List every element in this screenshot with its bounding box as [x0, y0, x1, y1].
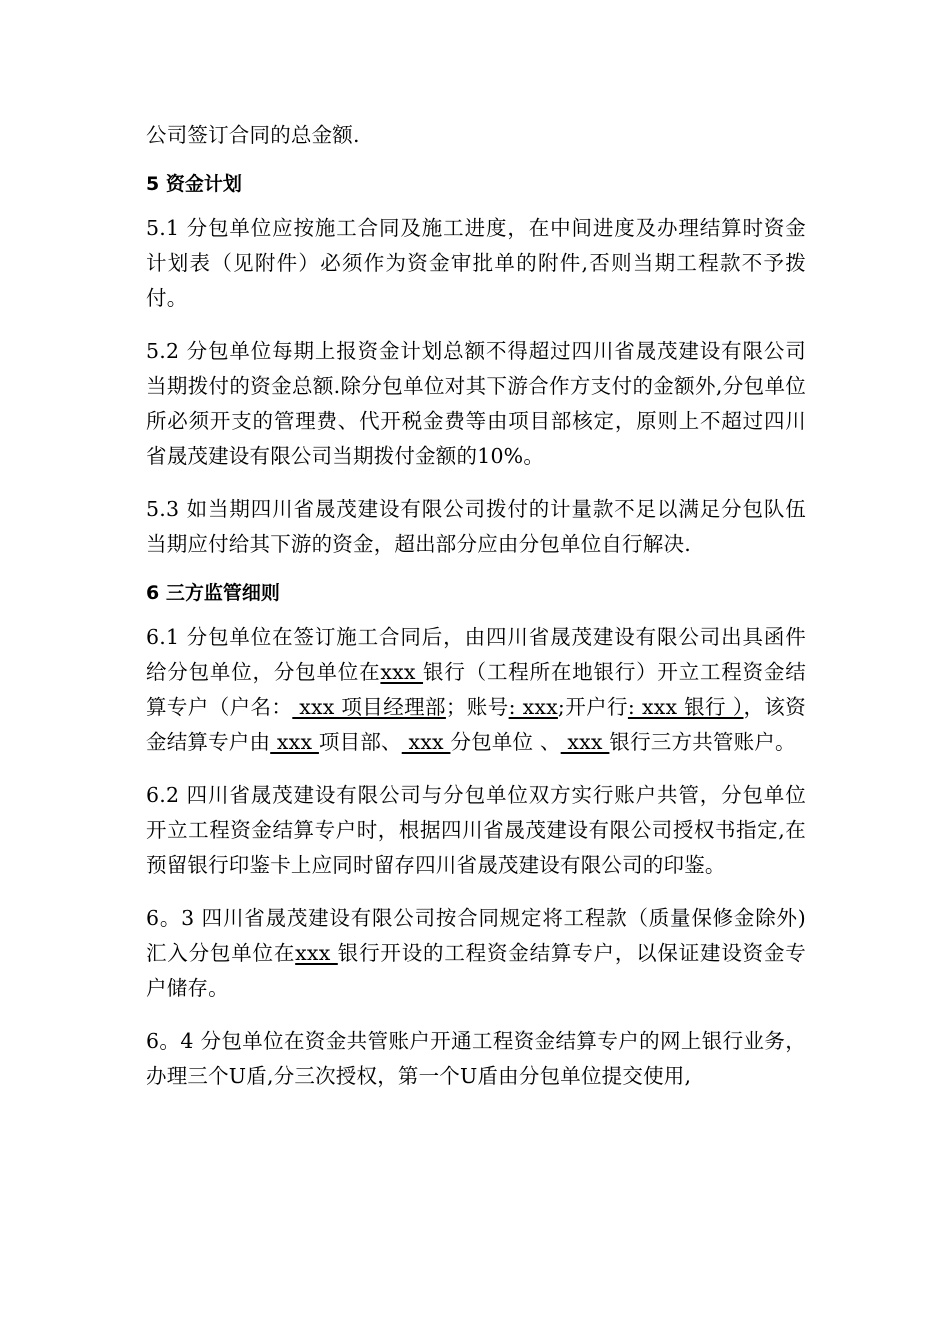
section-heading-6: 6 三方监管细则 — [146, 582, 280, 604]
text-run: 项目部、 — [318, 730, 402, 754]
paragraph-6-2: 6.2 四川省晟茂建设有限公司与分包单位双方实行账户共管，分包单位开立工程资金结算专户时，根据四川省晟茂建设有限公司授权书指定,在预留银行印鉴卡上应同时留存四川省晟茂建设有限公司的印鉴。 — [146, 783, 806, 877]
text-run: 分包单位 、 — [450, 730, 561, 754]
text-run: ，该资金结算专户由 — [146, 695, 806, 754]
underlined-project-dept: xxx — [270, 730, 319, 754]
paragraph-5-2: 5.2 分包单位每期上报资金计划总额不得超过四川省晟茂建设有限公司当期拨付的资金总额.除分包单位对其下游合作方支付的金额外,分包单位所必须开支的管理费、代开税金费等由项目部核定，原则上不超过四川省晟茂建设有限公司当期拨付金额的10%。 — [146, 339, 806, 468]
underlined-subcontractor: xxx — [401, 730, 451, 754]
document-body — [146, 118, 806, 1094]
text-run: ;开户行 — [557, 695, 628, 719]
underlined-bank: xxx — [560, 730, 610, 754]
underlined-bank-placeholder: xxx — [380, 660, 424, 684]
paragraph-6-1 — [146, 620, 806, 760]
paragraph-intro: 公司签订合同的总金额. — [146, 123, 360, 147]
paragraph-6-3 — [146, 901, 806, 1006]
section-heading-5: 5 资金计划 — [146, 173, 242, 195]
underlined-account-number: : xxx — [508, 695, 558, 719]
text-run: 6。3 四川省晟茂建设有限公司按合同规定将工程款（质量保修金除外)汇入分包单位在 — [146, 906, 806, 965]
text-run: 银行（工程所在地银行）开立工程资金结算专户（户名： — [146, 660, 806, 719]
underlined-opening-bank: : xxx 银行 ） — [627, 695, 744, 719]
text-run: 银行开设的工程资金结算专户，以保证建设资金专户储存。 — [146, 941, 806, 1000]
text-run: 银行三方共管账户。 — [609, 730, 796, 754]
underlined-account-name: xxx 项目经理部 — [292, 695, 446, 719]
text-run: ；账号 — [445, 695, 509, 719]
paragraph-5-1: 5.1 分包单位应按施工合同及施工进度，在中间进度及办理结算时资金计划表（见附件）必须作为资金审批单的附件,否则当期工程款不予拨付。 — [146, 216, 806, 310]
paragraph-6-4: 6。4 分包单位在资金共管账户开通工程资金结算专户的网上银行业务，办理三个U盾,分三次授权，第一个U盾由分包单位提交使用, — [146, 1029, 806, 1088]
underlined-bank-placeholder: xxx — [295, 941, 338, 965]
text-run: 6.1 分包单位在签订施工合同后，由四川省晟茂建设有限公司出具函件给分包单位，分包单位在 — [146, 625, 806, 684]
paragraph-5-3: 5.3 如当期四川省晟茂建设有限公司拨付的计量款不足以满足分包队伍当期应付给其下游的资金，超出部分应由分包单位自行解决. — [146, 497, 806, 556]
